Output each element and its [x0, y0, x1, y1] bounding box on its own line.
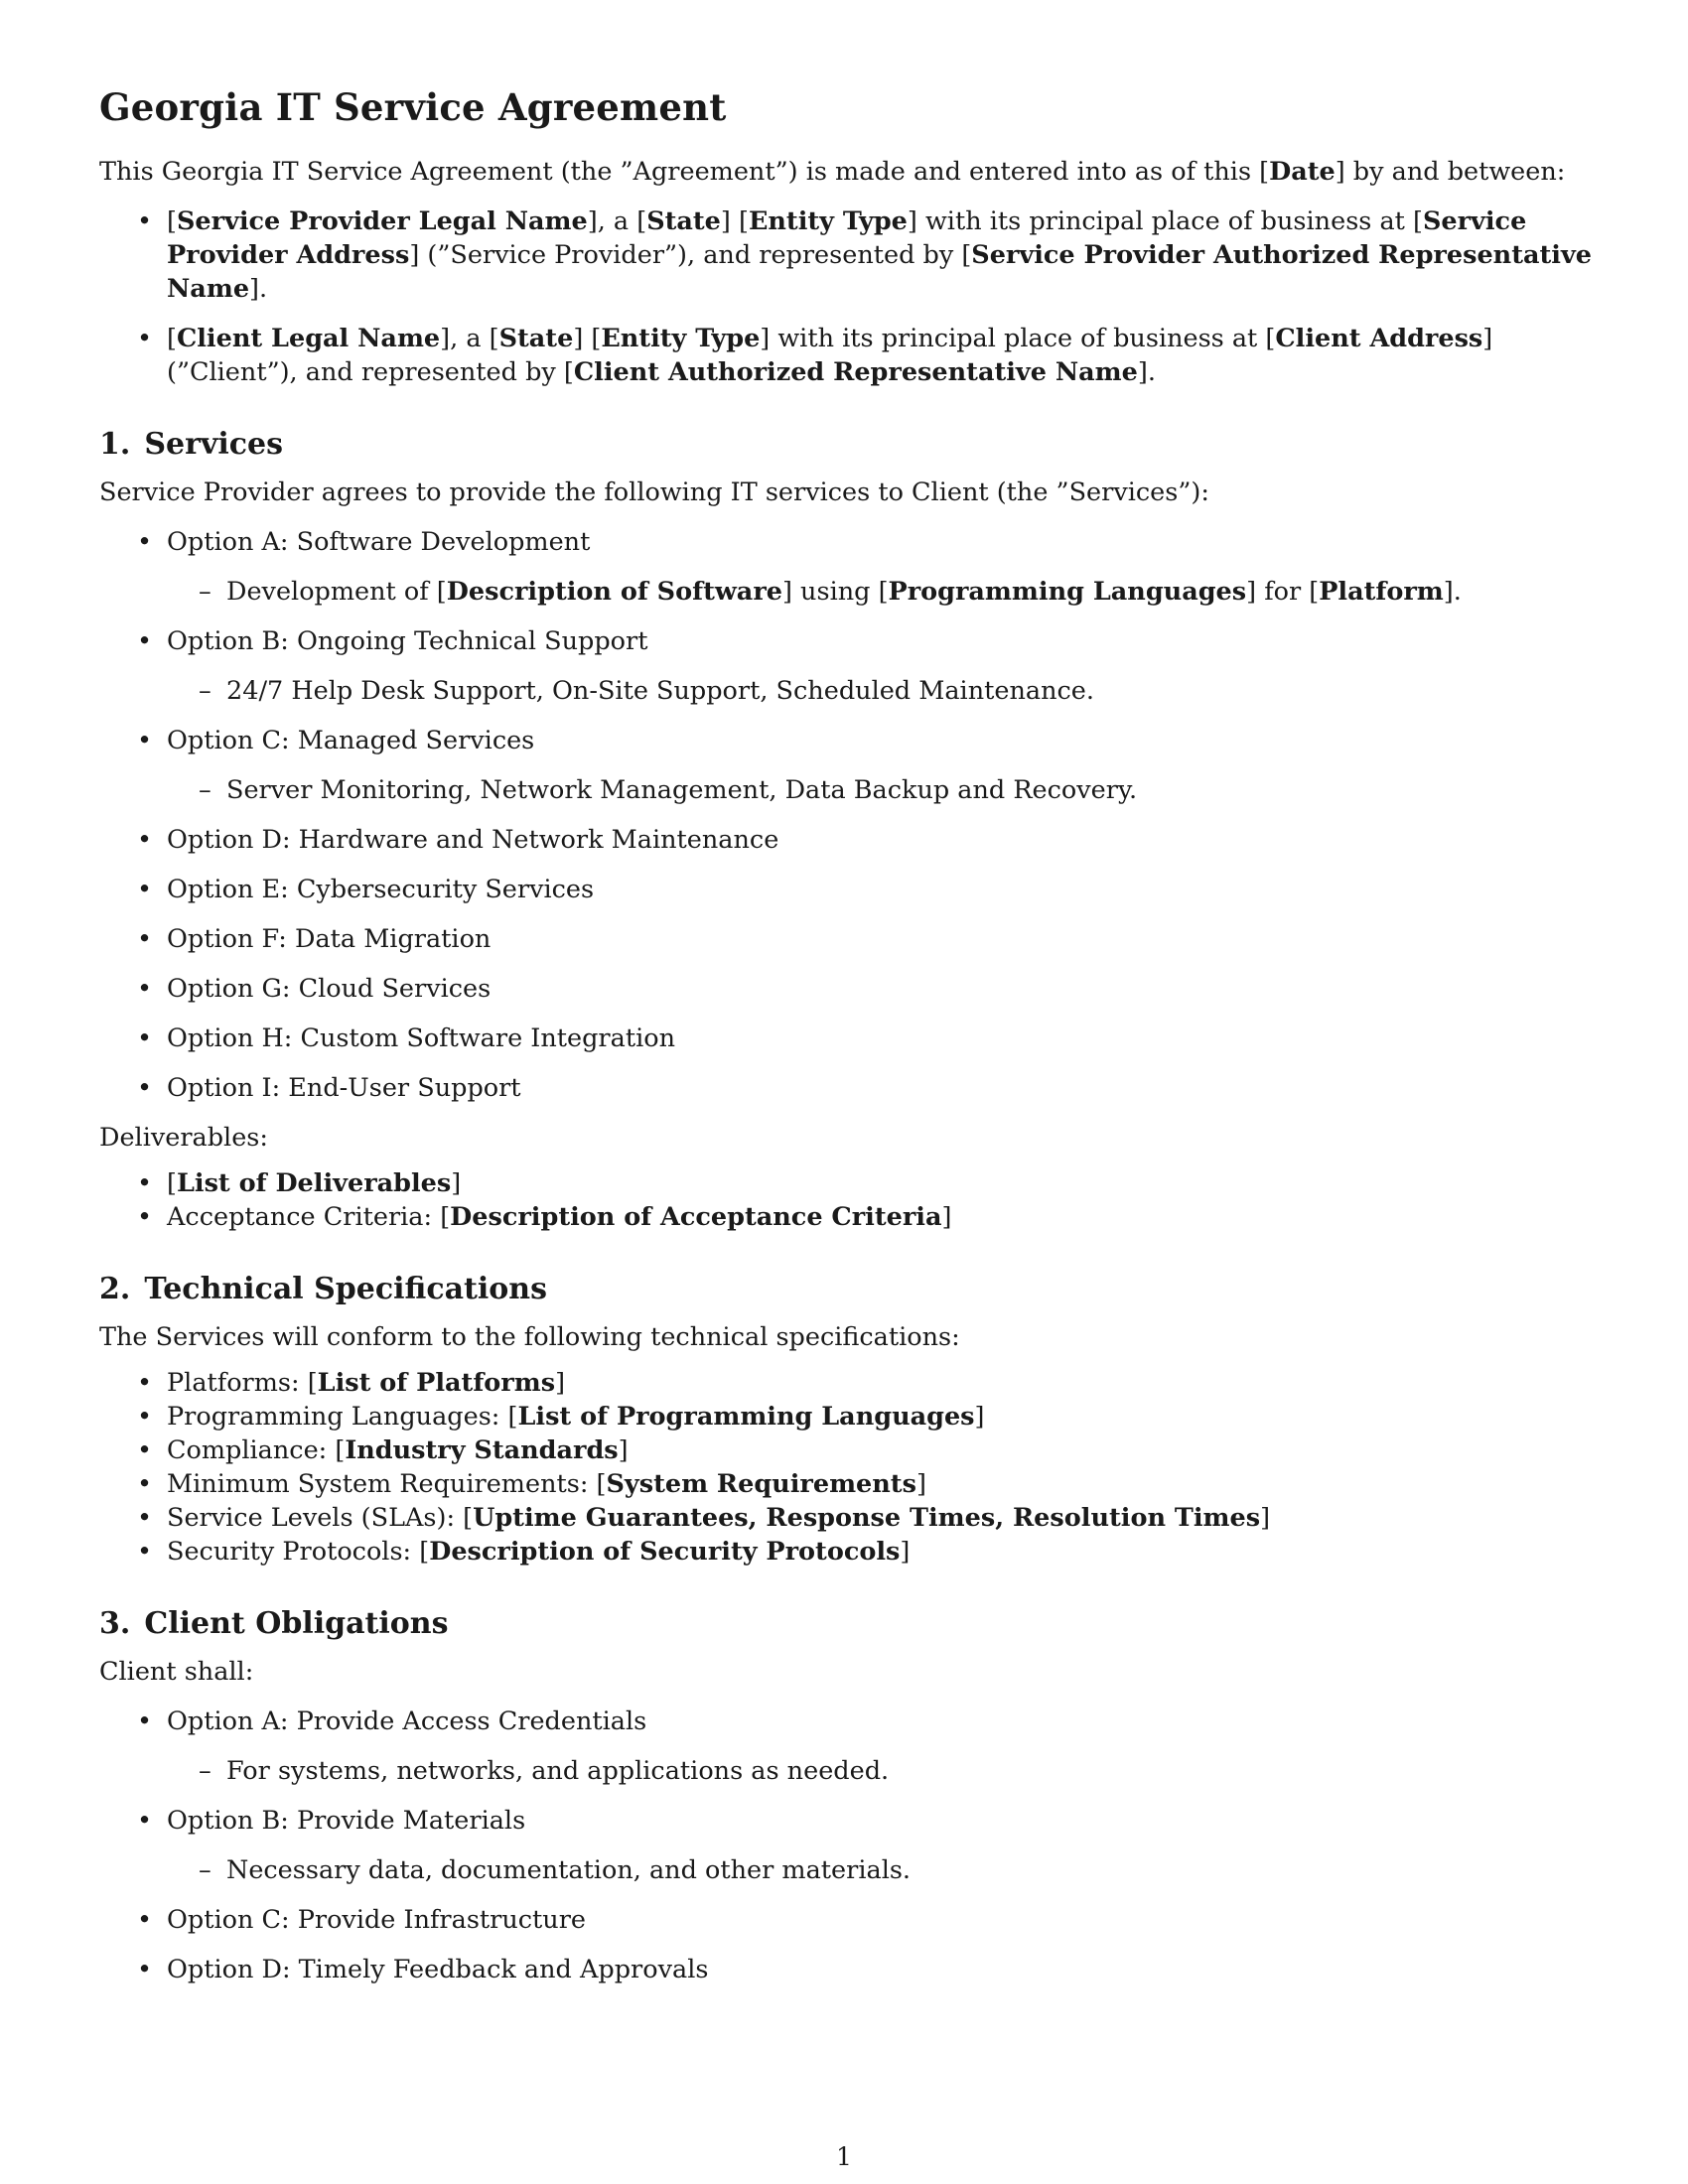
obligation-option-d: • Option D: Timely Feedback and Approvals: [99, 1953, 1609, 1986]
tech-specs-intro: The Services will conform to the following technical specifications:: [99, 1322, 960, 1352]
service-option-c: • Option C: Managed Services – Server Monitoring, Network Management, Data Backup and Recovery.: [99, 724, 1609, 807]
deliverables-list: [99, 1166, 1609, 1234]
parties-list: [99, 205, 1609, 389]
obligation-option-c: • Option C: Provide Infrastructure: [99, 1903, 1609, 1937]
services-options-list: [99, 525, 1609, 1105]
spec-item: • Service Levels (SLAs): [Uptime Guarantees, Response Times, Resolution Times]: [99, 1501, 1609, 1535]
service-option-f: • Option F: Data Migration: [99, 922, 1609, 956]
document-page: [99, 85, 1609, 1986]
client-obligations-list: [99, 1705, 1609, 1986]
spec-item: • Compliance: [Industry Standards]: [99, 1433, 1609, 1467]
service-option-b: • Option B: Ongoing Technical Support – 24/7 Help Desk Support, On-Site Support, Scheduled Maintenance.: [99, 624, 1609, 708]
service-option-h: • Option H: Custom Software Integration: [99, 1022, 1609, 1055]
obligation-option-a-detail: – For systems, networks, and applications as needed.: [167, 1754, 1609, 1788]
spec-item: • Platforms: [List of Platforms]: [99, 1366, 1609, 1400]
obligation-option-b-detail: – Necessary data, documentation, and other materials.: [167, 1853, 1609, 1887]
service-option-a: • Option A: Software Development – Development of [Description of Software] using [Programming Languages] for [Platform].: [99, 525, 1609, 609]
service-option-d: • Option D: Hardware and Network Maintenance: [99, 823, 1609, 857]
date-placeholder: Date: [1269, 157, 1336, 187]
obligation-option-b: • Option B: Provide Materials – Necessary data, documentation, and other materials.: [99, 1804, 1609, 1887]
section-heading-technical-specifications: 2. Technical Specifications: [99, 1272, 548, 1306]
service-option-i: • Option I: End-User Support: [99, 1071, 1609, 1105]
party-client: • [Client Legal Name], a [State] [Entity Type] with its principal place of business at [Client Address] (”Client”), and represented by [Client Authorized Representative Name].: [99, 322, 1609, 389]
spec-item: • Security Protocols: [Description of Security Protocols]: [99, 1535, 1609, 1569]
deliverables-label: Deliverables:: [99, 1123, 268, 1153]
acceptance-criteria-item: • Acceptance Criteria: [Description of Acceptance Criteria]: [99, 1200, 1609, 1234]
party-service-provider: • [Service Provider Legal Name], a [State] [Entity Type] with its principal place of business at [Service Provider Address] (”Service Provider”), and represented by [Service Provider Authorized Representative Name].: [99, 205, 1609, 306]
section-heading-client-obligations: 3. Client Obligations: [99, 1606, 449, 1641]
spec-item: • Minimum System Requirements: [System Requirements]: [99, 1467, 1609, 1501]
client-obligations-intro: Client shall:: [99, 1657, 254, 1687]
page-number: 1: [836, 2142, 852, 2171]
obligation-option-a: • Option A: Provide Access Credentials – For systems, networks, and applications as needed.: [99, 1705, 1609, 1788]
deliverable-item: • [List of Deliverables]: [99, 1166, 1609, 1200]
service-option-a-detail: – Development of [Description of Software] using [Programming Languages] for [Platform].: [167, 575, 1609, 609]
document-title: Georgia IT Service Agreement: [99, 85, 727, 129]
intro-paragraph: This Georgia IT Service Agreement (the ”Agreement”) is made and entered into as of this [Date] by and between:: [99, 157, 1566, 187]
service-option-b-detail: – 24/7 Help Desk Support, On-Site Support, Scheduled Maintenance.: [167, 674, 1609, 708]
spec-item: • Programming Languages: [List of Programming Languages]: [99, 1400, 1609, 1433]
services-intro: Service Provider agrees to provide the following IT services to Client (the ”Services”):: [99, 478, 1209, 507]
service-option-c-detail: – Server Monitoring, Network Management, Data Backup and Recovery.: [167, 773, 1609, 807]
service-option-e: • Option E: Cybersecurity Services: [99, 873, 1609, 906]
tech-specs-list: [99, 1366, 1609, 1569]
service-option-g: • Option G: Cloud Services: [99, 972, 1609, 1006]
section-heading-services: 1. Services: [99, 427, 283, 462]
